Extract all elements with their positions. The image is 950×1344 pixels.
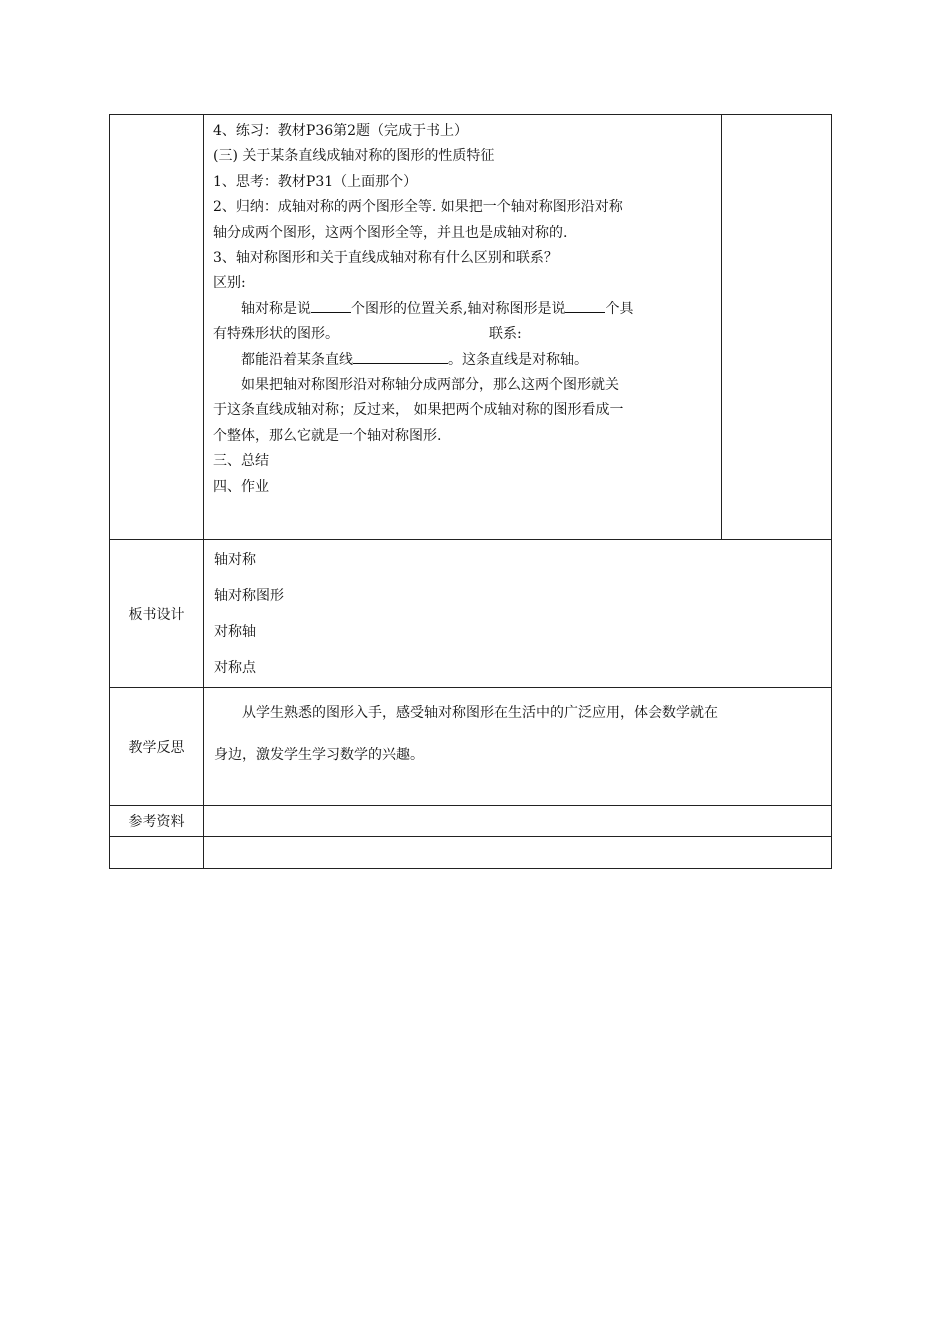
board-item: 轴对称图形 <box>214 588 284 604</box>
homework-heading: 四、作业 <box>213 478 269 495</box>
board-item: 对称点 <box>214 660 256 676</box>
lesson-plan-sheet <box>109 114 831 869</box>
summary-heading: 三、总结 <box>213 453 269 470</box>
conclusion-line: 个整体，那么它就是一个轴对称图形. <box>213 427 442 444</box>
reference-cell <box>204 806 832 837</box>
process-line: (三) 关于某条直线成轴对称的图形的性质特征 <box>213 148 495 165</box>
reflection-cell <box>204 688 832 806</box>
board-design-label: 板书设计 <box>110 540 204 688</box>
empty-row <box>110 837 832 869</box>
difference-fill-line: 轴对称是说 个图形的位置关系,轴对称图形是说 个具 <box>213 297 715 322</box>
conclusion-line: 如果把轴对称图形沿对称轴分成两部分，那么这两个图形就关 <box>241 377 619 394</box>
board-item: 对称轴 <box>214 624 256 640</box>
board-item: 轴对称 <box>214 552 256 568</box>
process-line: 3、轴对称图形和关于直线成轴对称有什么区别和联系？ <box>213 250 558 267</box>
link-label: 联系: <box>489 326 522 343</box>
process-line: 轴分成两个图形，这两个图形全等，并且也是成轴对称的. <box>213 224 568 241</box>
board-design-cell <box>204 540 832 688</box>
empty-label-cell <box>110 837 204 869</box>
reflection-label: 教学反思 <box>110 688 204 806</box>
difference-line-2: 有特殊形状的图形。 联系: <box>213 326 522 343</box>
teaching-process-cell <box>204 115 722 540</box>
common-fill-line: 都能沿着某条直线 。这条直线是对称轴。 <box>213 348 715 373</box>
process-line: 1、思考：教材P31（上面那个） <box>213 173 418 190</box>
conclusion-line: 于这条直线成轴对称；反过来， 如果把两个成轴对称的图形看成一 <box>213 402 624 419</box>
reference-label: 参考资料 <box>110 806 204 837</box>
reference-row <box>110 806 832 837</box>
reflection-row <box>110 688 832 806</box>
teaching-process-row <box>110 115 832 540</box>
reflection-text: 身边，激发学生学习数学的兴趣。 <box>214 747 424 763</box>
notes-cell <box>722 115 832 540</box>
lesson-plan-table <box>109 114 832 869</box>
process-line: 区别: <box>213 275 246 292</box>
reflection-text: 从学生熟悉的图形入手，感受轴对称图形在生活中的广泛应用，体会数学就在 <box>242 705 718 721</box>
process-line: 2、归纳：成轴对称的两个图形全等. 如果把一个轴对称图形沿对称 <box>213 199 623 216</box>
fill-blank[interactable] <box>565 297 605 313</box>
empty-content-cell <box>204 837 832 869</box>
process-line: 4、练习：教材P36第2题（完成于书上） <box>213 123 469 139</box>
board-design-row <box>110 540 832 688</box>
fill-blank[interactable] <box>353 348 448 364</box>
fill-blank[interactable] <box>311 297 351 313</box>
process-label-cell <box>110 115 204 540</box>
